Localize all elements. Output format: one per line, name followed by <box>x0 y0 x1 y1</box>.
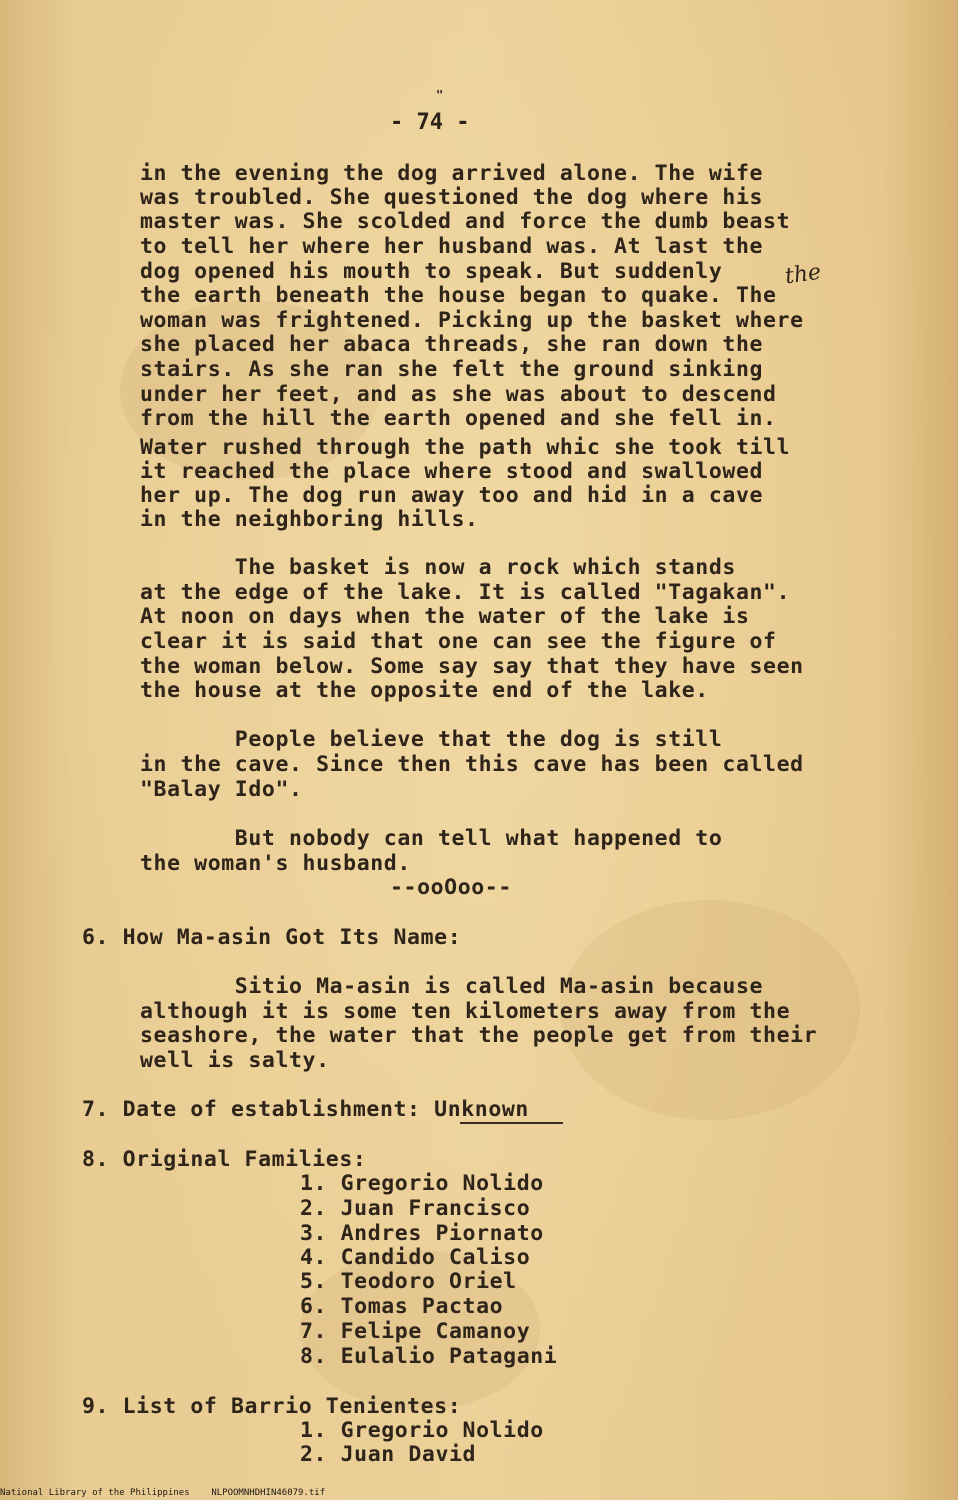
text-line: under her feet, and as she was about to descend <box>140 382 777 407</box>
text-line: The basket is now a rock which stands <box>140 555 736 580</box>
text-line: well is salty. <box>140 1048 330 1073</box>
top-mark: " <box>436 88 444 102</box>
section-heading: 9. List of Barrio Tenientes: <box>82 1394 462 1419</box>
separator: --ooOoo-- <box>390 875 512 900</box>
text-line: "Balay Ido". <box>140 777 303 802</box>
text-line: the woman below. Some say say that they have seen <box>140 654 804 679</box>
scan-footer <box>0 1488 325 1499</box>
handwritten-insertion: the <box>783 259 823 290</box>
list-item: 6. Tomas Pactao <box>300 1294 504 1319</box>
text-line: it reached the place where stood and swallowed <box>140 459 764 484</box>
list-item: 3. Andres Piornato <box>300 1221 544 1246</box>
text-line: Sitio Ma-asin is called Ma-asin because <box>140 974 764 999</box>
text-line: was troubled. She questioned the dog where his <box>140 185 764 210</box>
text-line: from the hill the earth opened and she fell in. <box>140 406 777 431</box>
text-line: the house at the opposite end of the lake. <box>140 678 709 703</box>
text-line: although it is some ten kilometers away from the <box>140 999 791 1024</box>
list-item: 2. Juan David <box>300 1442 477 1467</box>
library-name: National Library of the Philippines <box>0 1488 190 1498</box>
text-line: seashore, the water that the people get from their <box>140 1023 818 1048</box>
text-line: master was. She scolded and force the dumb beast <box>140 209 791 234</box>
text-line: the earth beneath the house began to quake. The <box>140 283 777 308</box>
text-line: in the evening the dog arrived alone. The wife <box>140 161 764 186</box>
text-line: the woman's husband. <box>140 851 411 876</box>
section-heading: 7. Date of establishment: <box>82 1097 435 1122</box>
text-line: People believe that the dog is still <box>140 727 723 752</box>
text-line: in the neighboring hills. <box>140 507 479 532</box>
section-heading: 6. How Ma-asin Got Its Name: <box>82 925 462 950</box>
list-item: 7. Felipe Camanoy <box>300 1319 531 1344</box>
section-line <box>82 1098 529 1122</box>
text-line: stairs. As she ran she felt the ground sinking <box>140 357 764 382</box>
list-item: 1. Gregorio Nolido <box>300 1171 544 1196</box>
list-item: 8. Eulalio Patagani <box>300 1344 558 1369</box>
text-line: dog opened his mouth to speak. But suddenly <box>140 259 723 284</box>
text-line: in the cave. Since then this cave has been called <box>140 752 804 777</box>
list-item: 1. Gregorio Nolido <box>300 1418 544 1443</box>
date-underline <box>460 1122 563 1124</box>
text-line: At noon on days when the water of the lake is <box>140 604 750 629</box>
text-line: she placed her abaca threads, she ran down the <box>140 332 764 357</box>
text-line: Water rushed through the path whic she took till <box>140 435 791 460</box>
list-item: 2. Juan Francisco <box>300 1196 531 1221</box>
text-line: her up. The dog run away too and hid in a cave <box>140 483 764 508</box>
list-item: 4. Candido Caliso <box>300 1245 531 1270</box>
section-heading: 8. Original Families: <box>82 1147 367 1172</box>
page-number: - 74 - <box>390 110 470 135</box>
text-line: But nobody can tell what happened to <box>140 826 723 851</box>
text-line: clear it is said that one can see the figure of <box>140 629 777 654</box>
text-line: at the edge of the lake. It is called "Tagakan". <box>140 580 791 605</box>
text-line: to tell her where her husband was. At last the <box>140 234 764 259</box>
establishment-date: Unknown <box>434 1097 529 1122</box>
text-line: woman was frightened. Picking up the basket where <box>140 308 804 333</box>
scan-filename: NLPOOMNHDHIN46079.tif <box>211 1488 326 1498</box>
list-item: 5. Teodoro Oriel <box>300 1269 517 1294</box>
